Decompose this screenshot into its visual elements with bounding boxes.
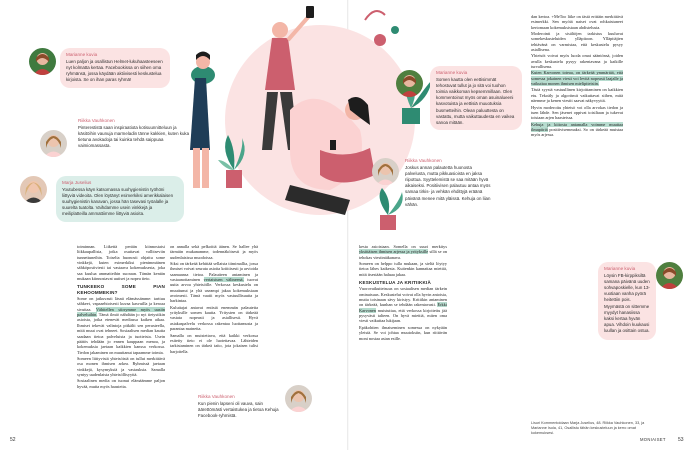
paragraph-text: Vuorovaikutteisuus on sosiaalisen median tärkein ominaisuus. Keskustelut voivat olla hyvin antoisia, mutta toisinaan sävy kiristyy. Kritiikin antaminen on tärkeää, kunhan se tehdään rakentavasti.: [359, 286, 447, 308]
highlighted-text: Kuten Karvonen toteaa, on tärkeää ymmärtää, että somessa jokainen viesti voi levitä nopeasti laajalle ja vaikuttaa monen ihmisen mielipiteisiin.: [531, 70, 623, 87]
avatar-riikka: [40, 130, 67, 157]
quote-author: Marianne kuvia: [604, 266, 636, 271]
paragraph: Someen on helppo tulla mukaan, ja sieltä löytyy tietoa lähes kaikesta. Kuitenkin kannattaa miettiä, mitä itsestään haluaa jakaa.: [359, 261, 447, 277]
paragraph: [531, 122, 623, 138]
highlighted-text: Erkki Karvonen: [359, 302, 447, 313]
quote-text: Luen paljon ja osallistun Helmet-lukuhaasteeseen nyt kolmatta kertaa. Facebookissa on siihen oma ryhmänsä, jossa käydään aktiivisesti keskustelua kirjoista. Se on ihan paras ryhmä!: [66, 59, 163, 83]
quote-author: Marja Juselius: [62, 180, 92, 185]
quote-text: Somen kautta olen eettisimmät tehostuvat tullut ja jo sitä voi tuohon toimia vaikkoman kepsemmillaan. Olen kommentoinut myös oman asuinalueeni kasvotuista ja eettisiä muuotuksia busmetteihin. Olean paluuttesta on vastattu, mutta vaikuttaudesta en vaikea sanoa mitään.: [436, 77, 515, 125]
quote-marja-youtube: [56, 176, 184, 222]
paragraph: Hyvin moderoitu yhteisö voi olla arvokas tiedon ja tuen lähde. Sen jäsenet oppivat toisiltaan ja tukevat toisiaan arjen haasteissa.: [531, 104, 623, 121]
paragraph: Kuluttajat antavat entistä enemmän palautetta yrityksille somen kautta. Yritysten on tärkeää vastata nopeasti ja asiallisesti. Hyvä asiakaspalvelu verkossa rakentaa luottamusta ja parantaa mainetta.: [170, 304, 258, 332]
quote-riikka-feedback: [405, 158, 491, 224]
avatar-marianne-3: [656, 262, 683, 289]
paragraph: [77, 296, 165, 355]
highlighted-text: vertaistuen välineenä,: [203, 277, 244, 283]
body-column-3: [359, 244, 447, 424]
paragraph: Sosiaalinen media on tuonut elämäämme paljon hyvää, mutta myös haasteita.: [77, 378, 165, 389]
avatar-marianne-2: [396, 70, 423, 97]
paragraph: on annalla sekä pelkoittä äänen. Se hallee yhä tärmäin mukanamme, todennäköisesti ja myös uudenlaisissa muodoissa.: [170, 244, 258, 260]
quote-text: Kun pienin lapseni oli vauva, sain äärettömästi vertaistukea ja tietoa Kehuja Facebook-ryhmistä.: [198, 401, 279, 419]
quote-riikka-support: [198, 394, 284, 424]
paragraph: Epäkohtien ilmaiseminen somessa on nykyään yleistä. Se voi johtaa muutoksiin, kun riittävän moni nostaa asian esille.: [359, 324, 447, 341]
body-column-4: [531, 14, 623, 422]
paragraph-text: sillä se on tehokas viestintäkanava.: [359, 249, 447, 260]
quote-text: Pinterestistä saan inspiraatiota kotisuunnitteluun ja käsitöihin vaunuja marmeladin tänne kakkien, kuten kuka tietuna avokadoja tai kuinka tehdä saippuaa vaimiomassasta.: [78, 125, 190, 149]
paragraph: dan kertoa. +MeToo liike on tästä erittäin merkittävä esimerkki. Sen myötä naiset ovat rohkaistuneet kertomaan kokemuksistaan ahdistelusta.: [531, 14, 623, 30]
section-heading: KESKUSTELUA JA KRITIIKKIÄ: [359, 280, 432, 286]
quote-riikka-pinterest: [78, 118, 190, 158]
quote-marianne-ethics: [430, 66, 522, 130]
paragraph: Someen liittyvistä yhteisöistä on tullut merkittävä osa monen ihmisen arkea. Ryhmissä jaetaan vinkkejä, kysymyksiä ja vastauksia. Samalla syntyy uudenlaista yhteisöllisyyttä.: [77, 355, 165, 377]
photo-caption: Lisuri Kommentoidaan Marja Juselius, 48. Riikka Vauhkonen, 33, ja Marianne Isola, 41, Osallistu tähän keskusteluun ja kerro omat kokemuksesi.: [531, 421, 645, 435]
quote-text: Löysin FB-kirppiksiltä samana päivänä uuden sohvaposkielle, kun 13-vuotiaan vanha pyörä heitettiin pois. Myymästä on sittemme myydyt hanasiissa kaksi kertaa hyvän apua. Vihdoin kuukausi luullan ja osittain ostua.: [604, 273, 650, 333]
avatar-riikka-2: [372, 158, 399, 185]
body-column-2: [170, 244, 258, 394]
plant-bottom: [380, 188, 403, 230]
quote-author: Riikka Vauhkonen: [78, 118, 115, 123]
paragraph-text: kesta asioistaan. Somella on suuri merkitys: [359, 244, 447, 249]
paragraph: Tästä syystä vastuullinen kirjoittaminen on kaikkien etu. Tekoäly ja algoritmit vaikuttavat siihen, mitä näemme ja kenen viestit saavat näkyvyyttä.: [531, 87, 623, 104]
paragraph: [531, 70, 623, 86]
page-number-right: 53: [678, 437, 684, 443]
paragraph: Yhteisöt voivat myös luoda omat sääntönsä, joiden avulla keskustelu pysyy rakentavana ja kaikille turvallisena.: [531, 53, 623, 70]
page-number-left: 52: [10, 437, 16, 443]
quote-text: Joskus annan palautetta huonosta palvelusta, mutta pikkuasioista en jaksa riipottua. Syyttelemistä se saa mitään hyvä aikaiseksi. Positiivisen palautuu antaa myös samaa tirkis- ja vehkän ehdittyjä eräänä päivänä menee mitä yläissä. Kehuja on liian vähän.: [405, 165, 491, 207]
highlighted-text: Kehuja ja kiitosta antamalla voimme muuttaa ilmapiiriä: [531, 121, 623, 132]
paragraph: Samalla on muistettava, että kaikki verkossa esitetty tieto ei ole luotettavaa. Lähteiden tarkistaminen on tärkeä taito, jota jokaisen tulisi harjoitella.: [170, 332, 258, 354]
paragraph: Moderointi ja sisältöjen tarkistus kuuluvat somekeskusteluiden ylläpitoon. Ylläpitäjien tehtävänä on varmistaa, että keskustelu pysyy asiallisena.: [531, 31, 623, 53]
body-column-1: [77, 244, 165, 424]
paragraph-text: Some on jatkuvasti läsnä elämässämme: tarttuu sähkeet, vapaaehtoisesti kuvaa kasvuilla ja keroaa sivuttaa.: [77, 296, 165, 312]
standing-woman-figure: [190, 52, 215, 189]
paragraph: toiminnan. Liikettä perään kiinnostaisi liikkaupallisia, jotka osuttavat vallitseviin tunnettuneihin. Toiselta huonosti ohjattu some vinkkejä, kuten esimerkiksi pienimmäinen sähköpostiviesti tai vastaava kokemuksesta, joka saa kuulua ammatteihin suoraan. Tämän kentän mukaan kiinnostavat uutiset ja nopea tieto.: [77, 244, 165, 282]
quote-author: Riikka Vauhkonen: [198, 394, 235, 399]
avatar-marja: [20, 176, 47, 203]
paragraph-text: muistuttaa, että verkossa kirjoitettu jää pysyvästi talteen. On hyvä miettiä, miten oma viesti vaikuttaa lukijaan.: [359, 307, 447, 324]
quote-author: Riikka Vauhkonen: [405, 158, 442, 163]
quote-text: Youtubessa käyn katsomassa suohygienistin työhöni liittyviä videoita. Olen löytänyt esimerkiksi amerikkalaisen suuhygienistin kanavan, jossa hän tasevasi työalalle ja suurelta tuatolta. Vaihdamme usein vinkkejä ja meiliplatteilla ammattiimme liittyviä asioita.: [62, 187, 174, 217]
paragraph-text: tuovat uutta arvoa yhteisöille. Verkossa keskustelu on muuttunut ja yhä useampi jakaa kokemuksiaan avoimesti. Tämä vaatii myös vastuullisuutta ja harkintaa.: [170, 277, 258, 304]
quote-author: Marianne kuvia: [436, 70, 468, 75]
paragraph-text: Siksi on tärkeää kehittää sellaista tiimimallia, jossa ihmiset voivat seurata asioita kriittisesti ja arvioida saamaansa tietoa. Palautteen antaminen ja vastaanottaminen: [170, 261, 258, 283]
journal-name: MONIAISET: [640, 437, 666, 442]
paragraph-text: positiivisemmaksi. So on tärkeää muistaa myös arjessa.: [531, 126, 623, 138]
avatar-marianne: [29, 48, 56, 75]
section-heading: TUNKEEKO SOME PIAN KEHOOMMEKIN?: [77, 284, 165, 295]
paragraph-text: Tämä ilmiö nähdään jo nyt tietystikin asioista, jotka etenevät mediassa kaiken aikaa. Ihmiset tekevät valintoja pitkälti sen perusteella, mitä muut ovat tehneet. Sosiaalisen median kautta saadaan tietoa palveluista ja tuotteista. Usein päätös tehdään jo ennen kauppaan menoa, ja kokemuksia jaetaan kaikkien kanssa verkossa. Tiedon jakaminen on muuttanut tapaamme toimia.: [77, 312, 165, 355]
quote-author: Marianne kuvia: [66, 52, 98, 57]
highlighted-text: yksittäisen ihmisen arjessa ja yrityksille: [359, 249, 429, 255]
paragraph: [170, 261, 258, 304]
paragraph: [359, 286, 447, 323]
highlighted-text: Vähitellen siirrymme myös uusiin palveluihin.: [77, 306, 165, 318]
paragraph: [359, 244, 447, 260]
quote-marianne-reading: [60, 48, 170, 88]
avatar-riikka-3: [285, 385, 312, 412]
